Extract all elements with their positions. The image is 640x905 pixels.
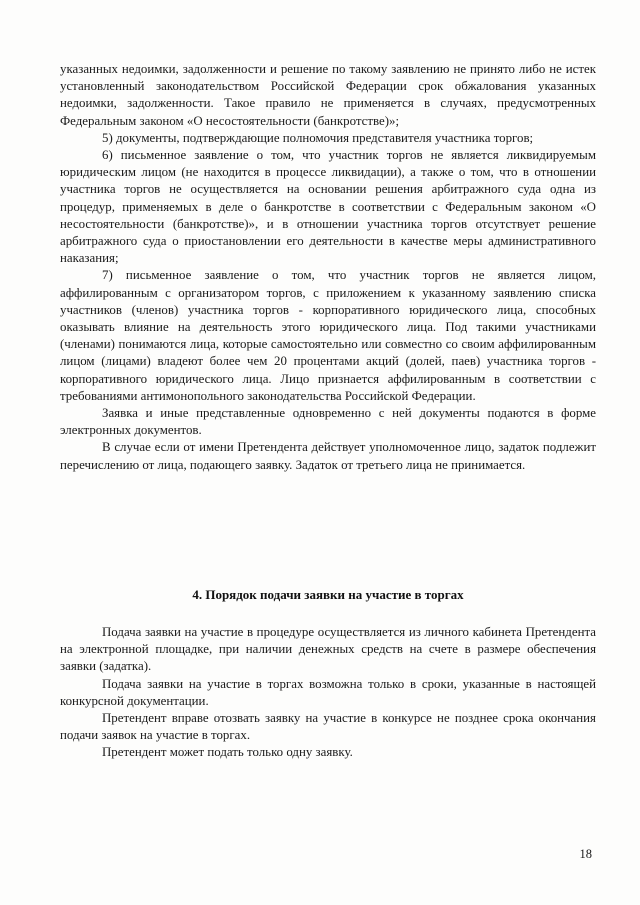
paragraph-item-5: 5) документы, подтверждающие полномочия представителя участника торгов;	[102, 130, 534, 145]
body-text-top	[60, 61, 596, 474]
body-text-bottom	[60, 624, 596, 762]
paragraph-electronic-docs: Заявка и иные представленные одновременно с ней документы подаются в форме электронных документов.	[60, 406, 596, 438]
paragraph-single-application: Претендент может подать только одну заявку.	[102, 745, 353, 760]
paragraph-application-deadlines: Подача заявки на участие в торгах возможна только в сроки, указанные в настоящей конкурсной документации.	[60, 676, 596, 708]
paragraph-item-6: 6) письменное заявление о том, что участник торгов не является ликвидируемым юридическим лицом (не находится в процессе ликвидации), а также о том, что в отношении участника торгов не осуществляется на основании решения арбитражного суда одна из процедур, применяемых в деле о банкротстве в соответствии с Федеральным законом «О несостоятельности (банкротстве)», и в отношении участника торгов отсутствует решение арбитражного суда о приостановлении его деятельности в качестве меры административного наказания;	[60, 148, 596, 266]
paragraph-item-7: 7) письменное заявление о том, что участник торгов не является лицом, аффилированным с организатором торгов, с приложением к указанному заявлению списка участников (членов) участника торгов - корпоративного юридического лица, способных оказывать влияние на деятельность этого юридического лица. Под такими участниками (членами) понимаются лица, которые самостоятельно или совместно со своим аффилированным лицом (лицами) владеют более чем 20 процентами акций (долей, паев) участника торгов - корпоративного юридического лица. Лицо признается аффилированным в соответствии с требованиями антимонопольного законодательства Российской Федерации.	[60, 268, 596, 403]
paragraph-continuation: указанных недоимки, задолженности и решение по такому заявлению не принято либо не истек установленный законодательством Российской Федерации срок обжалования указанных недоимки, задолженности. Такое правило не применяется в случаях, предусмотренных Федеральным законом «О несостоятельности (банкротстве)»;	[60, 62, 596, 128]
paragraph-application-withdrawal: Претендент вправе отозвать заявку на участие в конкурсе не позднее срока окончания подачи заявок на участие в торгах.	[60, 711, 596, 743]
paragraph-application-submission: Подача заявки на участие в процедуре осуществляется из личного кабинета Претендента на электронной площадке, при наличии денежных средств на счете в размере обеспечения заявки (задатка).	[60, 625, 596, 674]
page-number: 18	[579, 847, 592, 861]
paragraph-deposit: В случае если от имени Претендента действует уполномоченное лицо, задаток подлежит перечислению от лица, подающего заявку. Задаток от третьего лица не принимается.	[60, 440, 596, 472]
section-heading: 4. Порядок подачи заявки на участие в торгах	[192, 587, 464, 602]
